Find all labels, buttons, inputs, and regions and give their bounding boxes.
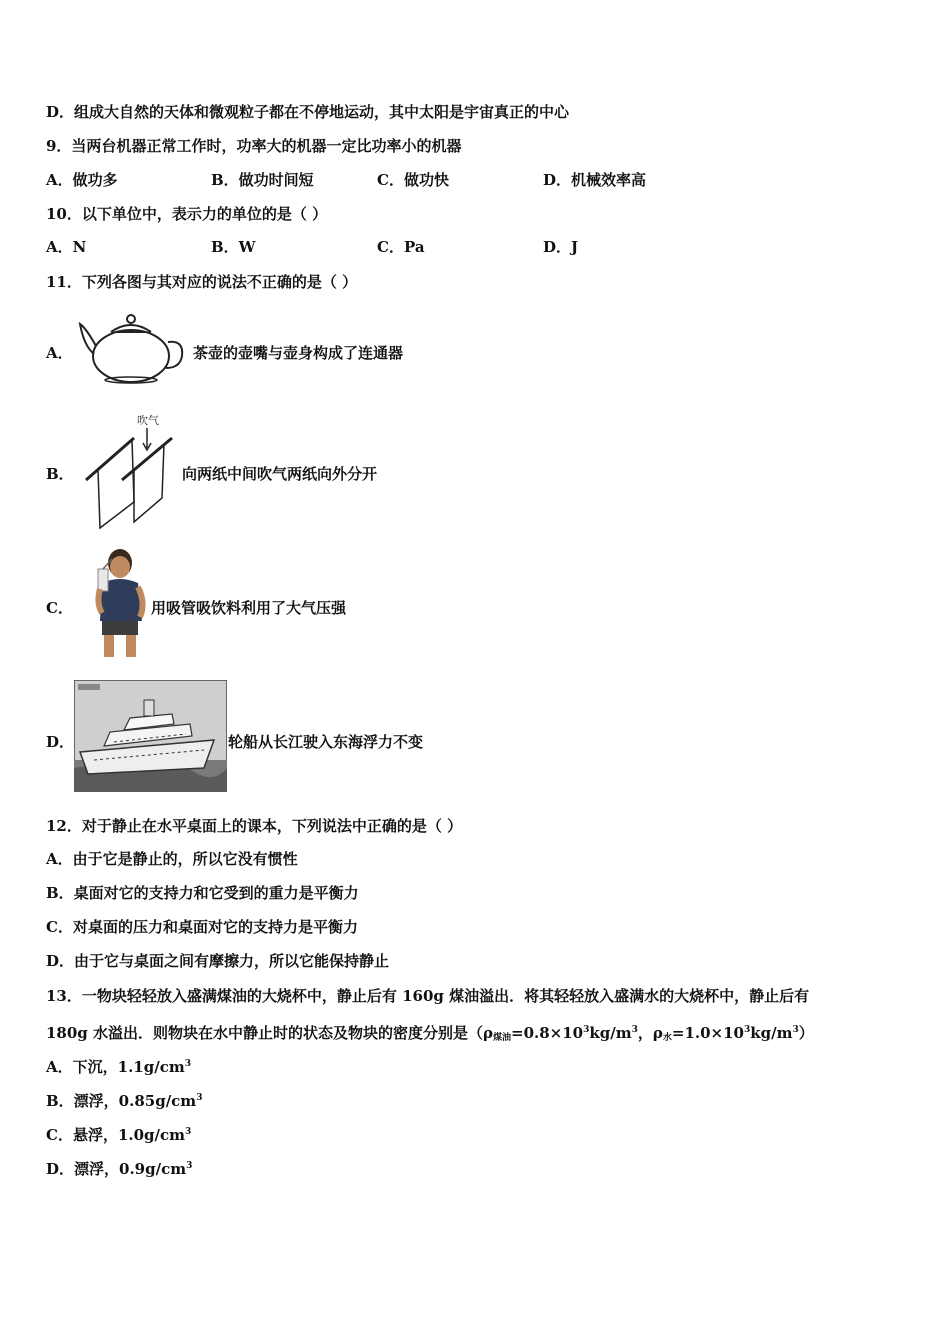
q13-option-a-text: A．下沉，1.1g/cm	[46, 1058, 185, 1076]
q9-option-d: D．机械效率高	[543, 171, 647, 189]
q13-line2-f: kg/m	[750, 1024, 793, 1042]
q12-option-b: B．桌面对它的支持力和它受到的重力是平衡力	[46, 884, 359, 902]
q12-option-c: C．对桌面的压力和桌面对它的支持力是平衡力	[46, 918, 358, 936]
q13-line2-e: =1.0×10	[671, 1024, 744, 1042]
q13-line2-a: 180g 水溢出．则物块在水中静止时的状态及物块的密度分别是（ρ	[46, 1024, 493, 1042]
q13-option-c-text: C．悬浮，1.0g/cm	[46, 1126, 186, 1144]
q9-stem: 9．当两台机器正常工作时，功率大的机器一定比功率小的机器	[46, 137, 462, 155]
q12-option-a: A．由于它是静止的，所以它没有惯性	[46, 850, 298, 868]
q13-option-a-exp: 3	[184, 1059, 191, 1069]
q10-option-c: C．Pa	[377, 238, 425, 256]
q13-option-c-exp: 3	[185, 1127, 192, 1137]
q12-stem: 12．对于静止在水平桌面上的课本，下列说法中正确的是（ ）	[46, 817, 463, 835]
q10-stem: 10．以下单位中，表示力的单位的是（ ）	[46, 205, 328, 223]
q13-option-b-exp: 3	[196, 1093, 203, 1103]
q13-line2-d: ，ρ	[637, 1024, 663, 1042]
teapot-figure	[76, 306, 190, 386]
q8-option-d: D．组成大自然的天体和微观粒子都在不停地运动，其中太阳是宇宙真正的中心	[46, 103, 570, 121]
ship-figure	[74, 680, 227, 792]
q13-exp1: 3	[583, 1025, 590, 1035]
q10-option-a: A．N	[46, 238, 87, 256]
blow-label: 吹气	[137, 414, 159, 427]
q13-option-b	[46, 1091, 202, 1111]
q13-line2-c: kg/m	[589, 1024, 632, 1042]
blowing-paper-figure	[82, 410, 178, 532]
q13-stem-line1: 13．一物块轻轻放入盛满煤油的大烧杯中，静止后有 160g 煤油溢出．将其轻轻放入盛满水的大烧杯中，静止后有	[46, 987, 810, 1005]
q13-line2-b: =0.8×10	[511, 1024, 584, 1042]
q11-option-a-letter: A．	[46, 344, 73, 362]
q13-exp4: 3	[792, 1025, 799, 1035]
q13-exp2: 3	[631, 1025, 638, 1035]
q11-option-d-text: 轮船从长江驶入东海浮力不变	[228, 733, 424, 751]
q12-option-d: D．由于它与桌面之间有摩擦力，所以它能保持静止	[46, 952, 390, 970]
q10-option-b: B．W	[211, 238, 256, 256]
q13-sub-kerosene: 煤油	[493, 1033, 512, 1043]
q13-exp3: 3	[744, 1025, 751, 1035]
q13-option-c	[46, 1125, 191, 1145]
q11-option-d-letter: D．	[46, 733, 75, 751]
q13-sub-water: 水	[662, 1033, 672, 1043]
q11-option-c-letter: C．	[46, 599, 73, 617]
q9-option-a: A．做功多	[46, 171, 118, 189]
q13-option-a	[46, 1057, 191, 1077]
q11-option-b-text: 向两纸中间吹气两纸向外分开	[182, 465, 378, 483]
q13-stem-line2	[46, 1023, 814, 1048]
q13-option-d-exp: 3	[186, 1161, 193, 1171]
q10-option-d: D．J	[543, 238, 579, 256]
q9-option-b: B．做功时间短	[211, 171, 314, 189]
boy-drinking-figure	[88, 547, 150, 659]
q13-option-d-text: D．漂浮，0.9g/cm	[46, 1160, 187, 1178]
q11-option-c-text: 用吸管吸饮料利用了大气压强	[151, 599, 347, 617]
q13-option-b-text: B．漂浮，0.85g/cm	[46, 1092, 197, 1110]
q13-option-d	[46, 1159, 192, 1179]
q11-option-a-text: 茶壶的壶嘴与壶身构成了连通器	[193, 344, 404, 362]
q11-option-b-letter: B．	[46, 465, 74, 483]
q9-option-c: C．做功快	[377, 171, 449, 189]
q11-stem: 11．下列各图与其对应的说法不正确的是（ ）	[46, 273, 358, 291]
q13-line2-g: ）	[798, 1024, 814, 1042]
